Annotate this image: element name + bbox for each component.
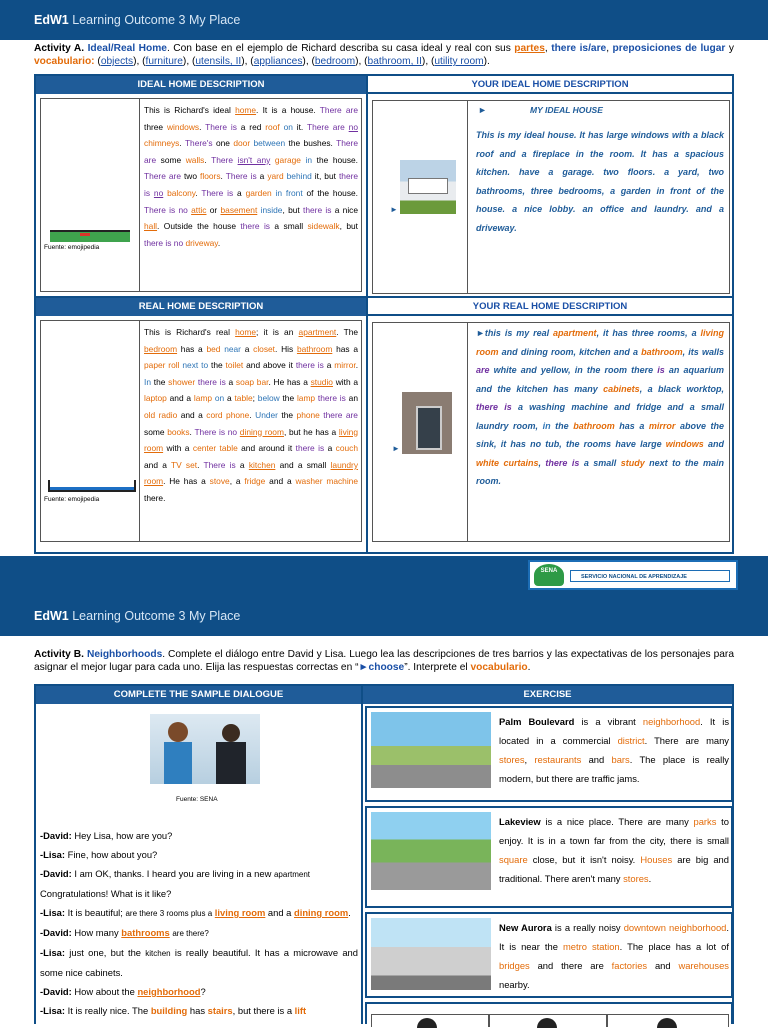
dialogue-band: COMPLETE THE SAMPLE DIALOGUE	[36, 686, 361, 704]
house-emoji-icon	[50, 230, 130, 242]
lakeview-image	[371, 812, 491, 890]
page-header: EdW1 Learning Outcome 3 My Place	[0, 0, 768, 40]
house-emoji-cell	[40, 98, 140, 292]
source-credit: Fuente: emojipedia	[44, 244, 100, 251]
dialogue-illustration	[150, 714, 260, 794]
neighborhood-card-palm-boulevard	[365, 706, 733, 802]
character-row	[365, 1002, 733, 1024]
tray-emoji-icon	[48, 480, 136, 492]
your-ideal-home-band: YOUR IDEAL HOME DESCRIPTION	[368, 76, 732, 94]
ideal-house-photo	[400, 160, 456, 214]
source-credit: Fuente: emojipedia	[44, 496, 100, 503]
sena-logo-icon: SENA	[534, 564, 564, 586]
page-header: EdW1 Learning Outcome 3 My Place	[0, 596, 768, 636]
vocab-link-utility-room[interactable]: utility room	[434, 56, 484, 67]
vocab-link-furniture[interactable]: furniture	[145, 56, 183, 67]
your-ideal-text[interactable]: This is my ideal house. It has large windows with a black roof and a fireplace in the room. It has a spacious kitchen. have a garage. two floors. a yard, two bathrooms, three bedrooms, a garden in front of the house. a nice lobby. an office and laundry. and a driveway.	[476, 130, 724, 233]
lakeview-text: Lakeview is a nice place. There are many parks to enjoy. It is in a town far from the city, there is small square close, but it isn't noisy. Houses are big and traditional. There aren't many stores.	[499, 816, 729, 884]
neighborhood-card-lakeview	[365, 806, 733, 908]
ideal-house-title: MY IDEAL HOUSE	[530, 105, 603, 115]
tray-emoji-cell	[40, 320, 140, 542]
dialogue-text: -David: Hey Lisa, how are you? -Lisa: Fine, how about you? -David: I am OK, thanks. I heard you are living in a new apartment Congratulations! What is it like? -Lisa: It is beautiful; are there 3 rooms plus a living room and a dining room. -David: How many bathrooms are there? -Lisa: just one, but the kitchen is really beautiful. It has a microwave and some nice cabinets. -David: How about the neighborhood? -Lisa: It is really nice. The building has stairs, but there is a lift	[40, 830, 358, 1016]
vocab-link-utensils[interactable]: utensils, II	[195, 56, 242, 67]
real-apartment-photo	[402, 392, 452, 454]
neighborhood-card-new-aurora	[365, 912, 733, 998]
vocab-link-appliances[interactable]: appliances	[253, 56, 303, 67]
vocab-link-objects[interactable]: objects	[100, 56, 134, 67]
palm-boulevard-image	[371, 712, 491, 788]
new-aurora-text: New Aurora is a really noisy downtown neighborhood. It is near the metro station. The place has a lot of bridges and there are factories and warehouses nearby.	[499, 922, 729, 990]
vocab-link-bedroom[interactable]: bedroom	[314, 56, 356, 67]
column-divider	[361, 686, 363, 1024]
partes-link[interactable]: partes	[514, 43, 545, 54]
sena-name: SERVICIO NACIONAL DE APRENDIZAJE	[570, 570, 730, 582]
ideal-home-band: IDEAL HOME DESCRIPTION	[36, 76, 366, 94]
richard-real-text: This is Richard's real home; it is an apartment. The bedroom has a bed near a closet. His bathroom has a paper roll next to the toilet and above it there is a mirror. In the shower there is a soap bar. He has a studio with a laptop and a lamp on a table; below the lamp there is an old radio and a cord phone. Under the phone there are some books. There is no dining room, but he has a living room with a center table and around it there is a couch and a TV set. There is a kitchen and a small laundry room. He has a stove, a fridge and a washer machine there.	[144, 327, 359, 503]
your-real-text[interactable]: ►this is my real apartment, it has three rooms, a living room and dining room, kitchen and a bathroom, its walls are white and yellow, in the room there is an aquarium and the kitchen has many cabinets, a black worktop, there is a washing machine and fridge and a small laundry room, in the bathroom has a mirror above the sink, it has no tub, the rooms have large windows and white curtains, there is a small study next to the main room.	[476, 328, 725, 486]
real-home-band: REAL HOME DESCRIPTION	[36, 298, 366, 316]
bullet-arrow-icon: ►	[478, 105, 487, 115]
your-real-home-band: YOUR REAL HOME DESCRIPTION	[368, 298, 732, 316]
exercise-band: EXERCISE	[363, 686, 732, 704]
vocab-link-bathroom[interactable]: bathroom, II	[367, 56, 422, 67]
bullet-arrow-icon: ►	[392, 444, 400, 453]
bullet-arrow-icon: ►	[390, 205, 398, 214]
activity-a-instructions: Activity A. Ideal/Real Home. Con base en el ejemplo de Richard describa su casa ideal y real con sus partes, there is/are, preposiciones de lugar y vocabulario: (objects), (furniture), (utensils, II), (appliances), (bedroom), (bathroom, II), (utility room).	[34, 43, 734, 67]
new-aurora-image	[371, 918, 491, 990]
choose-marker: ►choose	[358, 662, 405, 673]
richard-ideal-text: This is Richard's ideal home. It is a house. There are three windows. There is a red roof on it. There are no chimneys. There's one door between the bushes. There are some walls. There isn't any garage in the house. There are two floors. There is a yard behind it, but there is no balcony. There is a garden in front of the house. There is no attic or basement inside, but there is a nice hall. Outside the house there is a small sidewalk, but there is no driveway.	[144, 105, 359, 248]
activity-b-instructions: Activity B. Neighborhoods. Complete el diálogo entre David y Lisa. Luego lea las descripciones de tres barrios y las expectativas de los personajes para asignar el mejor lugar para cada uno. Elija las respuestas correctas en “►choose”. Interprete el vocabulario.	[34, 649, 734, 673]
palm-boulevard-text: Palm Boulevard is a vibrant neighborhood. It is located in a commercial district. There are many stores, restaurants and bars. The place is really modern, but there are traffic jams.	[499, 716, 730, 784]
sena-logo-banner	[528, 560, 738, 590]
source-credit: Fuente: SENA	[176, 796, 218, 803]
